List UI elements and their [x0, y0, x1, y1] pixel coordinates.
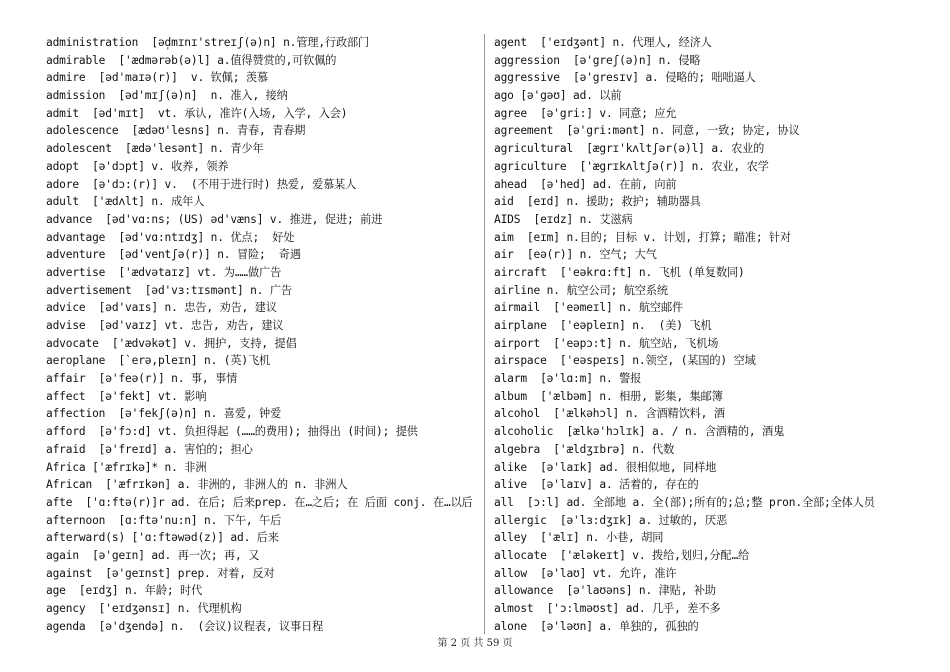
vocab-entry: airspace ['eəspeɪs] n.领空, (某国的) 空域 — [494, 354, 756, 368]
vocab-entry: admit [əd'mɪt] vt. 承认, 准许(入场, 入学, 入会) — [46, 106, 348, 120]
vocab-entry: agricultural [ægrɪ'kʌltʃər(ə)l] a. 农业的 — [494, 142, 765, 156]
vocab-entry: alarm [ə'lɑ:m] n. 警报 — [494, 372, 642, 386]
vocab-entry: agree [ə'gri:] v. 同意; 应允 — [494, 106, 677, 120]
vocab-entry: airmail ['eəmeɪl] n. 航空邮件 — [494, 301, 684, 315]
vocab-entry: alley ['ælɪ] n. 小巷, 胡同 — [494, 531, 664, 545]
vocab-entry: affect [ə'fekt] vt. 影响 — [46, 389, 207, 403]
vocab-entry: against [ə'geɪnst] prep. 对着, 反对 — [46, 566, 275, 580]
vocab-entry: aeroplane [`erə,pleɪn] n. (英)飞机 — [46, 354, 271, 368]
vocab-entry: affection [ə'fekʃ(ə)n] n. 喜爱, 钟爱 — [46, 407, 282, 421]
vocab-entry: algebra ['ældʒɪbrə] n. 代数 — [494, 442, 675, 456]
vocab-entry: agency ['eɪdʒənsɪ] n. 代理机构 — [46, 602, 242, 615]
column-divider — [484, 34, 485, 634]
vocab-entry: air [eə(r)] n. 空气; 大气 — [494, 248, 657, 262]
vocab-entry: adopt [ə'dɔpt] v. 收养, 领养 — [46, 159, 229, 173]
vocab-entry: agriculture ['ægrɪkʌltʃə(r)] n. 农业, 农学 — [494, 159, 769, 173]
vocab-entry: advance [əd'vɑ:ns; (US) əd'væns] v. 推进, 促进; 前进 — [46, 212, 383, 226]
vocab-entry: advertisement [əd'vɜ:tɪsmənt] n. 广告 — [46, 283, 292, 297]
vocab-entry: administration [əd̩mɪnɪ'streɪʃ(ə)n] n.管理,行政部门 — [46, 36, 370, 49]
vocab-entry: alcoholic [ælkə'hɔlɪk] a. / n. 含酒精的, 酒鬼 — [494, 425, 785, 439]
vocab-entry: afford [ə'fɔ:d] vt. 负担得起 (……的费用); 抽得出 (时间); 提供 — [46, 425, 418, 439]
vocab-entry: album ['ælbəm] n. 相册, 影集, 集邮簿 — [494, 389, 723, 403]
vocab-entry: agreement [ə'gri:mənt] n. 同意, 一致; 协定, 协议 — [494, 124, 800, 138]
vocab-entry: agenda [ə'dʒendə] n. (会议)议程表, 议事日程 — [46, 619, 324, 633]
vocab-entry: afterward(s) ['ɑ:ftəwəd(z)] ad. 后来 — [46, 531, 279, 545]
vocab-entry: afternoon [ɑ:ftə'nu:n] n. 下午, 午后 — [46, 513, 282, 527]
vocab-entry: airport ['eəpɔ:t] n. 航空站, 飞机场 — [494, 336, 719, 350]
vocab-entry: alike [ə'laɪk] ad. 很相似地, 同样地 — [494, 460, 717, 474]
vocab-entry: allergic [ə'lɜ:dʒɪk] a. 过敏的, 厌恶 — [494, 513, 727, 527]
vocab-entry: Africa ['æfrɪkə]* n. 非洲 — [46, 460, 207, 474]
right-column — [494, 34, 924, 635]
vocab-entry: aggression [ə'greʃ(ə)n] n. 侵略 — [494, 53, 701, 67]
vocab-entry: allow [ə'laʊ] vt. 允许, 准许 — [494, 566, 677, 580]
vocab-entry: again [ə'geɪn] ad. 再一次; 再, 又 — [46, 548, 260, 562]
vocab-entry: advocate ['ædvəkət] v. 拥护, 支持, 提倡 — [46, 336, 297, 350]
vocab-entry: adore [ə'dɔ:(r)] v. (不用于进行时) 热爱, 爱慕某人 — [46, 177, 357, 191]
left-column — [46, 34, 476, 635]
vocab-entry: adolescent [ædə'lesənt] n. 青少年 — [46, 142, 264, 156]
vocab-entry: alone [ə'ləʊn] a. 单独的, 孤独的 — [494, 619, 699, 633]
vocab-entry: ahead [ə'hed] ad. 在前, 向前 — [494, 177, 677, 191]
vocab-entry: airplane ['eəpleɪn] n. (美) 飞机 — [494, 319, 712, 332]
vocab-entry: advise [əd'vaɪz] vt. 忠告, 劝告, 建议 — [46, 319, 284, 332]
vocab-entry: afte ['ɑ:ftə(r)]r ad. 在后; 后来prep. 在…之后; 在 后面 conj. 在…以后 — [46, 495, 473, 509]
vocab-entry: admire [əd'maɪə(r)] v. 钦佩; 羡慕 — [46, 71, 268, 85]
vocab-entry: advertise ['ædvətaɪz] vt. 为……做广告 — [46, 265, 282, 279]
vocab-entry: aim [eɪm] n.目的; 目标 v. 计划, 打算; 瞄准; 针对 — [494, 230, 792, 244]
vocab-entry: airline n. 航空公司; 航空系统 — [494, 283, 668, 297]
vocab-entry: agent ['eɪdʒənt] n. 代理人, 经济人 — [494, 36, 712, 49]
vocab-entry: advantage [əd'vɑ:ntɪdʒ] n. 优点; 好处 — [46, 230, 295, 244]
vocab-entry: ago [ə'gəʊ] ad. 以前 — [494, 89, 622, 103]
vocab-entry: adventure [əd'ventʃə(r)] n. 冒险; 奇遇 — [46, 248, 301, 262]
vocab-entry: aid [eɪd] n. 援助; 救护; 辅助器具 — [494, 195, 701, 209]
vocab-entry: advice [əd'vaɪs] n. 忠告, 劝告, 建议 — [46, 301, 277, 315]
page-footer: 第 2 页 共 59 页 — [437, 638, 513, 649]
vocab-entry: aircraft ['eəkrɑ:ft] n. 飞机 (单复数同) — [494, 265, 745, 279]
vocab-entry: alcohol ['ælkəhɔl] n. 含酒精饮料, 酒 — [494, 407, 725, 421]
vocab-entry: alive [ə'laɪv] a. 活着的, 存在的 — [494, 478, 699, 492]
vocab-entry: AIDS [eɪdz] n. 艾滋病 — [494, 212, 633, 226]
vocab-entry: admirable ['ædmərəb(ə)l] a.值得赞赏的,可钦佩的 — [46, 53, 337, 67]
vocab-entry: afraid [ə'freɪd] a. 害怕的; 担心 — [46, 442, 253, 456]
vocab-entry: admission [əd'mɪʃ(ə)n] n. 准入, 接纳 — [46, 89, 288, 103]
vocab-entry: almost ['ɔ:lməʊst] ad. 几乎, 差不多 — [494, 602, 721, 615]
vocab-entry: age [eɪdʒ] n. 年龄; 时代 — [46, 584, 203, 598]
vocab-entry: all [ɔ:l] ad. 全部地 a. 全(部);所有的;总;整 pron.全部;全体人员 — [494, 495, 875, 509]
vocab-entry: allowance [ə'laʊəns] n. 津贴, 补助 — [494, 584, 716, 598]
vocab-entry: adolescence [ædəʊ'lesns] n. 青春, 青春期 — [46, 124, 306, 138]
vocab-entry: affair [ə'feə(r)] n. 事, 事情 — [46, 372, 238, 386]
vocab-entry: aggressive [ə'gresɪv] a. 侵略的; 咄咄逼人 — [494, 71, 756, 85]
vocab-entry: adult ['ædʌlt] n. 成年人 — [46, 195, 205, 209]
vocab-entry: allocate ['æləkeɪt] v. 拨给,划归,分配…给 — [494, 548, 750, 562]
vocab-entry: African ['æfrɪkən] a. 非洲的, 非洲人的 n. 非洲人 — [46, 478, 348, 492]
